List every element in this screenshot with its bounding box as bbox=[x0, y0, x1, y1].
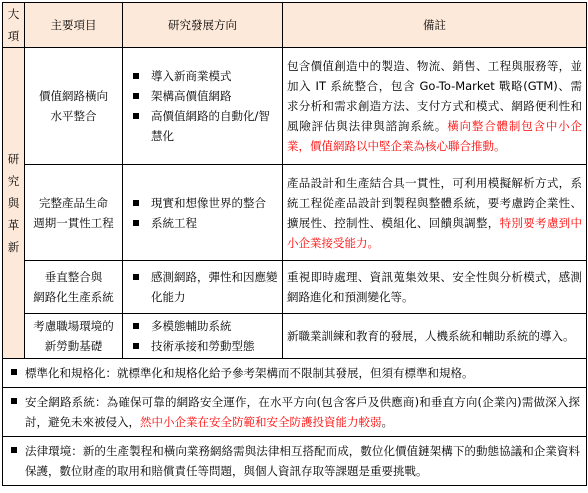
direction-item bbox=[133, 267, 278, 307]
note-text: 新職業訓練和教育的發展，人機系統和輔助系統的導入。 bbox=[287, 329, 575, 343]
header-item: 主要項目 bbox=[25, 3, 123, 48]
major-category-char: 革 bbox=[7, 218, 20, 232]
direction-text: 現實和想像世界的整合 bbox=[151, 195, 266, 210]
direction-item bbox=[133, 193, 278, 213]
direction-text: 感測網路，彈性和因應變化能力 bbox=[151, 270, 278, 304]
major-category-char: 與 bbox=[7, 196, 20, 210]
item-line: 完整產品生命 bbox=[39, 195, 108, 210]
header-row bbox=[3, 3, 587, 48]
direction-cell bbox=[123, 165, 283, 261]
note-highlight: 橫向整合體制包含中小企業，價值網路以中堅企業為核心聯合推動。 bbox=[287, 119, 583, 153]
direction-text: 技術承接和勞動型態 bbox=[151, 339, 255, 353]
item-line: 新勞動基礎 bbox=[44, 339, 103, 353]
full-row-text: 標準化和規格化：就標準化和規格化給予參考架構而不限制其發展，但須有標準和規格。 bbox=[25, 366, 474, 380]
direction-item bbox=[133, 86, 278, 106]
full-width-cell bbox=[3, 359, 587, 388]
full-row-text: 安全網路系統：為確保可靠的網路安全運作，在水平方向(包含客戶及供應商)和垂直方向(企業內)需做深入探討，避免未來被侵入， bbox=[25, 395, 580, 429]
header-direction: 研究發展方向 bbox=[123, 3, 283, 48]
major-category-char: 研 bbox=[7, 152, 20, 166]
header-note: 備註 bbox=[283, 3, 587, 48]
content-wrapper bbox=[2, 2, 586, 486]
item-cell bbox=[25, 261, 123, 314]
direction-cell bbox=[123, 48, 283, 165]
table-row bbox=[3, 261, 587, 314]
item-line: 週期一貫性工程 bbox=[33, 215, 114, 230]
direction-text: 系統工程 bbox=[151, 215, 197, 230]
square-bullet-icon bbox=[133, 113, 139, 119]
header-major-char: 項 bbox=[7, 29, 20, 43]
direction-text: 多模態輔助系統 bbox=[151, 319, 232, 333]
full-width-row bbox=[3, 359, 587, 388]
item-cell bbox=[25, 165, 123, 261]
square-bullet-icon bbox=[11, 398, 17, 404]
note-cell bbox=[283, 165, 587, 261]
direction-text: 導入新商業模式 bbox=[151, 69, 232, 83]
item-line: 考慮職場環境的 bbox=[33, 319, 114, 333]
square-bullet-icon bbox=[11, 447, 17, 453]
research-table bbox=[2, 2, 587, 486]
square-bullet-icon bbox=[133, 274, 139, 280]
table-row bbox=[3, 48, 587, 165]
direction-item bbox=[133, 316, 278, 336]
item-line: 水平整合 bbox=[50, 109, 97, 123]
item-line: 價值網路橫向 bbox=[39, 89, 108, 103]
direction-list bbox=[133, 267, 278, 307]
direction-item bbox=[133, 106, 278, 146]
full-width-cell bbox=[3, 437, 587, 486]
direction-list bbox=[133, 193, 278, 233]
square-bullet-icon bbox=[133, 200, 139, 206]
note-highlight: 特別要考慮到中小企業接受能力。 bbox=[287, 215, 582, 250]
direction-text: 高價值網路的自動化/智慧化 bbox=[151, 109, 270, 143]
direction-item bbox=[133, 213, 278, 233]
full-width-row bbox=[3, 437, 587, 486]
square-bullet-icon bbox=[133, 93, 139, 99]
full-row-highlight: 然中小企業在安全防範和安全防護投資能力較弱 bbox=[140, 415, 382, 429]
note-text: 重視即時處理、資訊蒐集效果、安全性與分析模式，感測網路進化和預測變化等。 bbox=[287, 270, 582, 304]
full-row-text: 法律環境：新的生產製程和橫向業務網絡需與法律相互搭配而成，數位化價值鏈架構下的動態協議和企業資料保護，數位財產的取用和賠償責任等問題，與個人資訊存取等課題是重要挑戰。 bbox=[25, 444, 580, 478]
header-major-char: 大 bbox=[7, 7, 20, 21]
direction-item bbox=[133, 336, 278, 356]
table-row bbox=[3, 165, 587, 261]
full-width-row bbox=[3, 388, 587, 437]
square-bullet-icon bbox=[11, 369, 17, 375]
direction-list bbox=[133, 316, 278, 356]
square-bullet-icon bbox=[133, 343, 139, 349]
direction-cell bbox=[123, 314, 283, 359]
direction-list bbox=[133, 66, 278, 146]
note-text: 產品設計和生產結合具一貫性，可利用模擬解析方式，系統工程從產品設計到製程與整體系統，要考慮跨企業性、擴展性、控制性、模組化、回饋與調整， bbox=[287, 175, 582, 230]
header-major bbox=[3, 3, 25, 48]
major-category-char: 新 bbox=[7, 240, 20, 254]
note-cell bbox=[283, 48, 587, 165]
full-width-cell bbox=[3, 388, 587, 437]
direction-text: 架構高價值網路 bbox=[151, 89, 232, 103]
item-line: 網路化生產系統 bbox=[33, 290, 114, 304]
square-bullet-icon bbox=[133, 323, 139, 329]
full-row-text-end: 。 bbox=[381, 415, 393, 429]
direction-item bbox=[133, 66, 278, 86]
note-cell bbox=[283, 314, 587, 359]
direction-cell bbox=[123, 261, 283, 314]
note-cell bbox=[283, 261, 587, 314]
note-text: 包含價值創造中的製造、物流、銷售、工程與服務等，並加入 IT 系統整合，包含 Go-To-Market 戰略(GTM)、需求分析和需求創造方法、支付方式和模式、網路便利性和風險評估與法律與諮詢系統。 bbox=[287, 59, 582, 133]
item-cell bbox=[25, 314, 123, 359]
table-row bbox=[3, 314, 587, 359]
major-category-label bbox=[3, 148, 24, 258]
square-bullet-icon bbox=[133, 73, 139, 79]
item-line: 垂直整合與 bbox=[44, 270, 103, 284]
major-category-cell bbox=[3, 48, 25, 359]
major-category-char: 究 bbox=[7, 174, 20, 188]
item-cell bbox=[25, 48, 123, 165]
square-bullet-icon bbox=[133, 220, 139, 226]
